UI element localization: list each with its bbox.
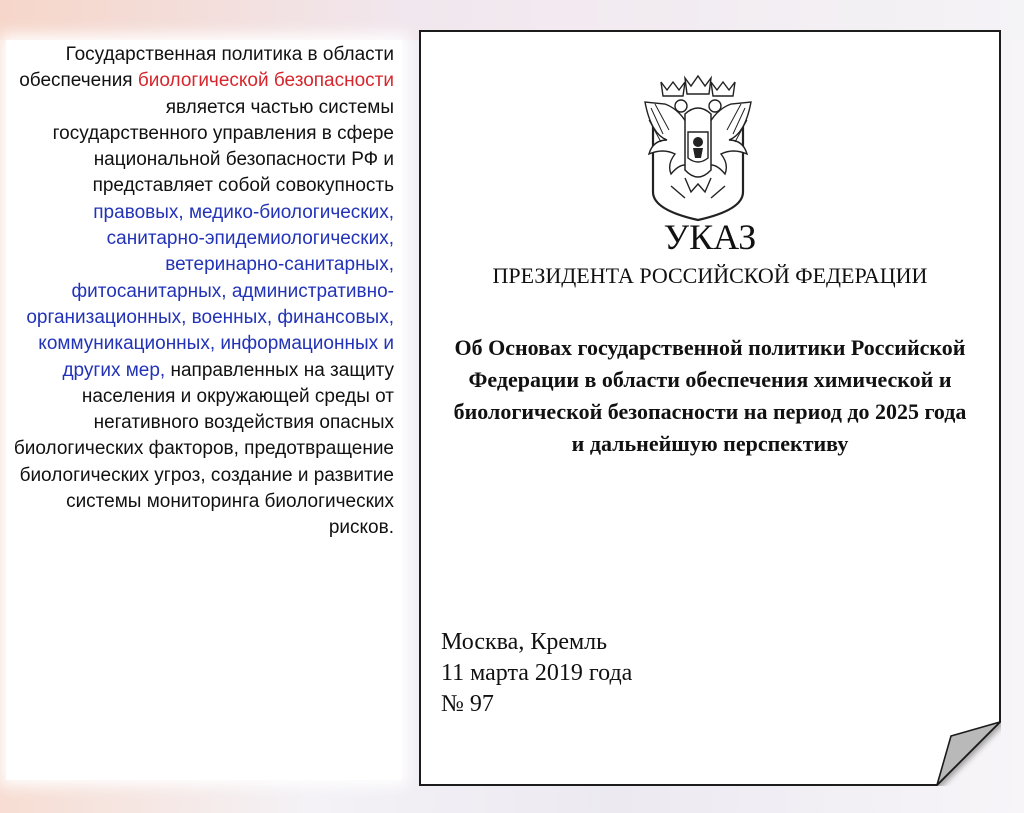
- decree-date: 11 марта 2019 года: [441, 660, 633, 686]
- decree-document: [419, 30, 1001, 786]
- policy-description: [6, 42, 394, 542]
- decree-place: Москва, Кремль: [441, 629, 608, 655]
- policy-text-biosafety-highlight: биологической безопасности: [137, 70, 394, 92]
- policy-text-intro: Государственная политика в области обеспечения: [19, 44, 394, 92]
- russian-coat-of-arms-icon: [641, 74, 755, 222]
- decree-heading: Об Основах государственной политики Российской Федерации в области обеспечения химической и биологической безопасности на период до 2025 года и дальнейшую перспективу: [453, 335, 967, 456]
- decree-number: № 97: [441, 691, 494, 717]
- decree-title: УКАЗ: [663, 217, 757, 257]
- policy-text-purpose: направленных на защиту населения и окружающей среды от негативного воздействия опасных биологических факторов, предотвращение биологических угроз, создание и развитие системы мониторинга биологических рисков.: [13, 359, 394, 539]
- policy-text-measures-highlight: правовых, медико-биологических, санитарно-эпидемиологических, ветеринарно-санитарных, фитосанитарных, административно-организационных, военных, финансовых, коммуникационных, информационных и других мер,: [26, 201, 394, 381]
- decree-subtitle: ПРЕЗИДЕНТА РОССИЙСКОЙ ФЕДЕРАЦИИ: [492, 263, 928, 288]
- policy-text-middle: является частью системы государственного управления в сфере национальной безопасности РФ и представляет собой совокупность: [52, 96, 394, 197]
- decree-signature-block: [441, 627, 841, 720]
